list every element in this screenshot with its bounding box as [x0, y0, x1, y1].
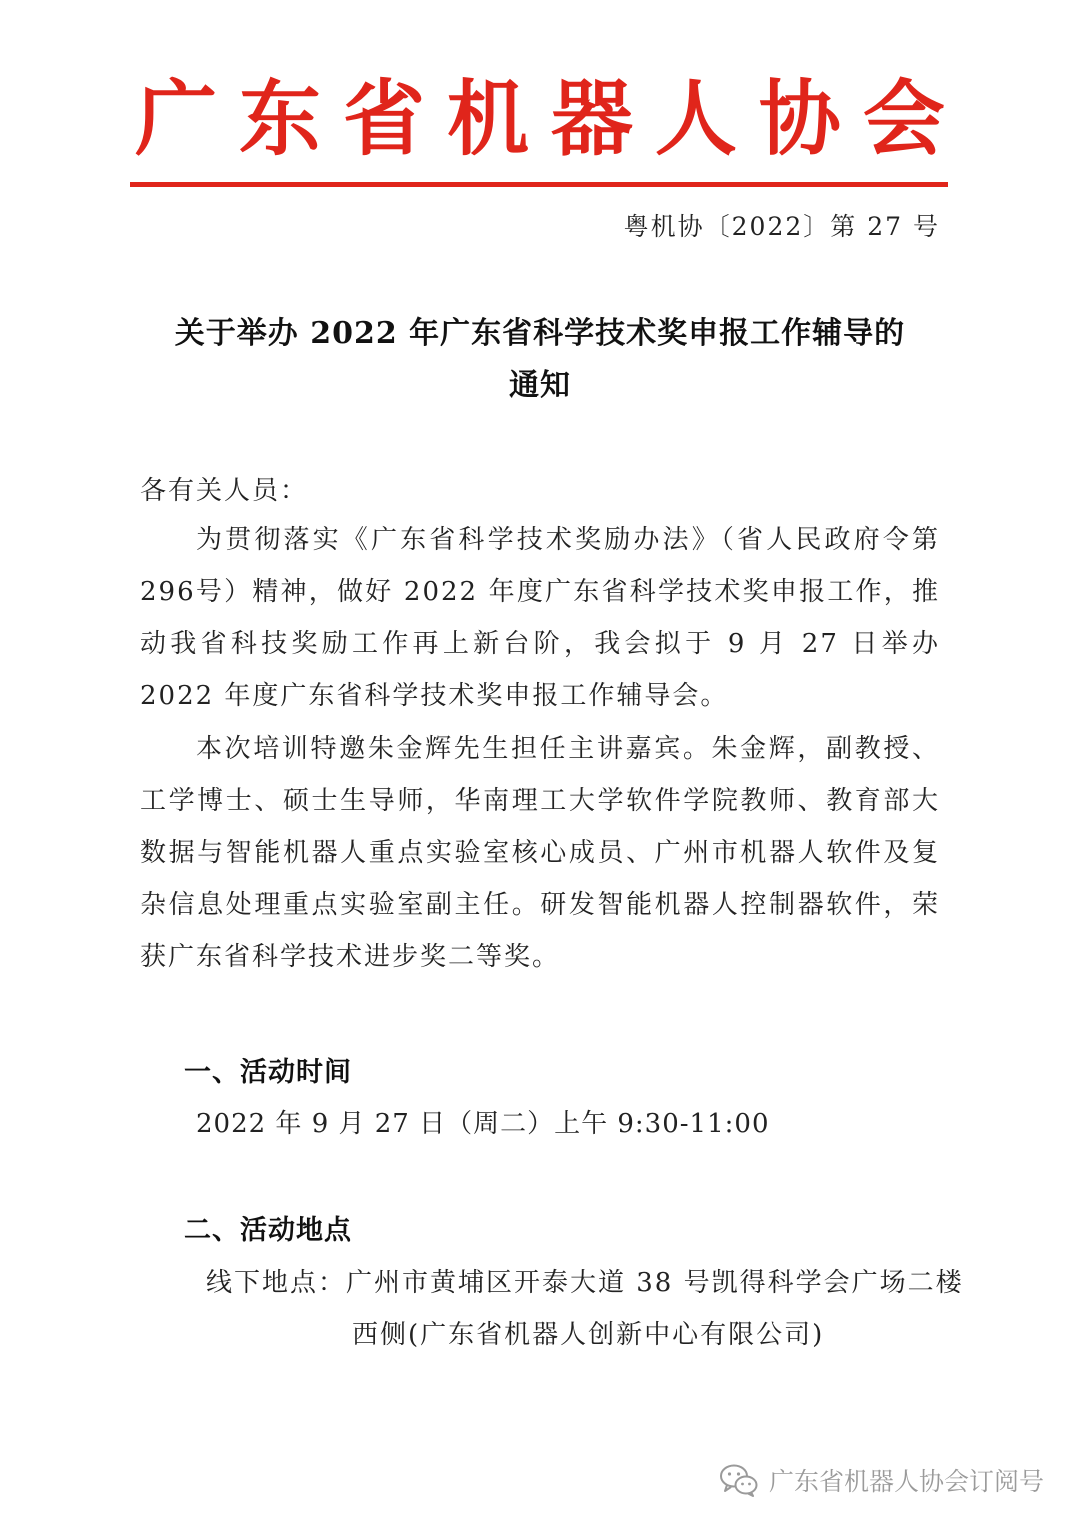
org-name-char: 东 [238, 72, 321, 167]
event-time: 2022 年 9 月 27 日（周二）上午 9:30-11:00 [196, 1109, 770, 1139]
wechat-icon [719, 1463, 759, 1497]
document-title-line-2: 通知 [509, 368, 571, 403]
document-title-line-1: 关于举办 2022 年广东省科学技术奖申报工作辅导的 [174, 316, 906, 351]
venue-address-continued: 西侧(广东省机器人创新中心有限公司) [352, 1320, 825, 1350]
org-name-char: 器 [550, 72, 633, 167]
section-heading-location: 二、活动地点 [184, 1215, 352, 1246]
watermark-text: 广东省机器人协会订阅号 [768, 1467, 1044, 1496]
org-name-char: 机 [446, 72, 529, 167]
organization-header [135, 70, 945, 170]
speaker-paragraph: 本次培训特邀朱金辉先生担任主讲嘉宾。朱金辉，副教授、工学博士、硕士生导师，华南理工大学软件学院教师、教育部大数据与智能机器人重点实验室核心成员、广州市机器人软件及复杂信息处理重点实验室副主任。研发智能机器人控制器软件，荣获广东省科学技术进步奖二等奖。 [140, 734, 940, 972]
org-name-char: 协 [758, 72, 841, 167]
org-name-char: 人 [654, 72, 737, 167]
venue-address: 线下地点：广州市黄埔区开泰大道 38 号凯得科学会广场二楼 [206, 1268, 964, 1298]
header-divider [130, 182, 948, 187]
org-name-char: 会 [862, 72, 945, 167]
salutation: 各有关人员： [140, 476, 309, 506]
org-name-char: 省 [342, 72, 425, 167]
org-name-char: 广 [135, 72, 218, 167]
section-heading-time: 一、活动时间 [184, 1057, 352, 1088]
document-number: 粤机协〔2022〕第 27 号 [623, 212, 940, 241]
intro-paragraph: 为贯彻落实《广东省科学技术奖励办法》（省人民政府令第296号）精神，做好 2022 年度广东省科学技术奖申报工作，推动我省科技奖励工作再上新台阶，我会拟于 9 月 27 日举办 2022 年度广东省科学技术奖申报工作辅导会。 [140, 525, 940, 711]
wechat-watermark [719, 1462, 1044, 1498]
